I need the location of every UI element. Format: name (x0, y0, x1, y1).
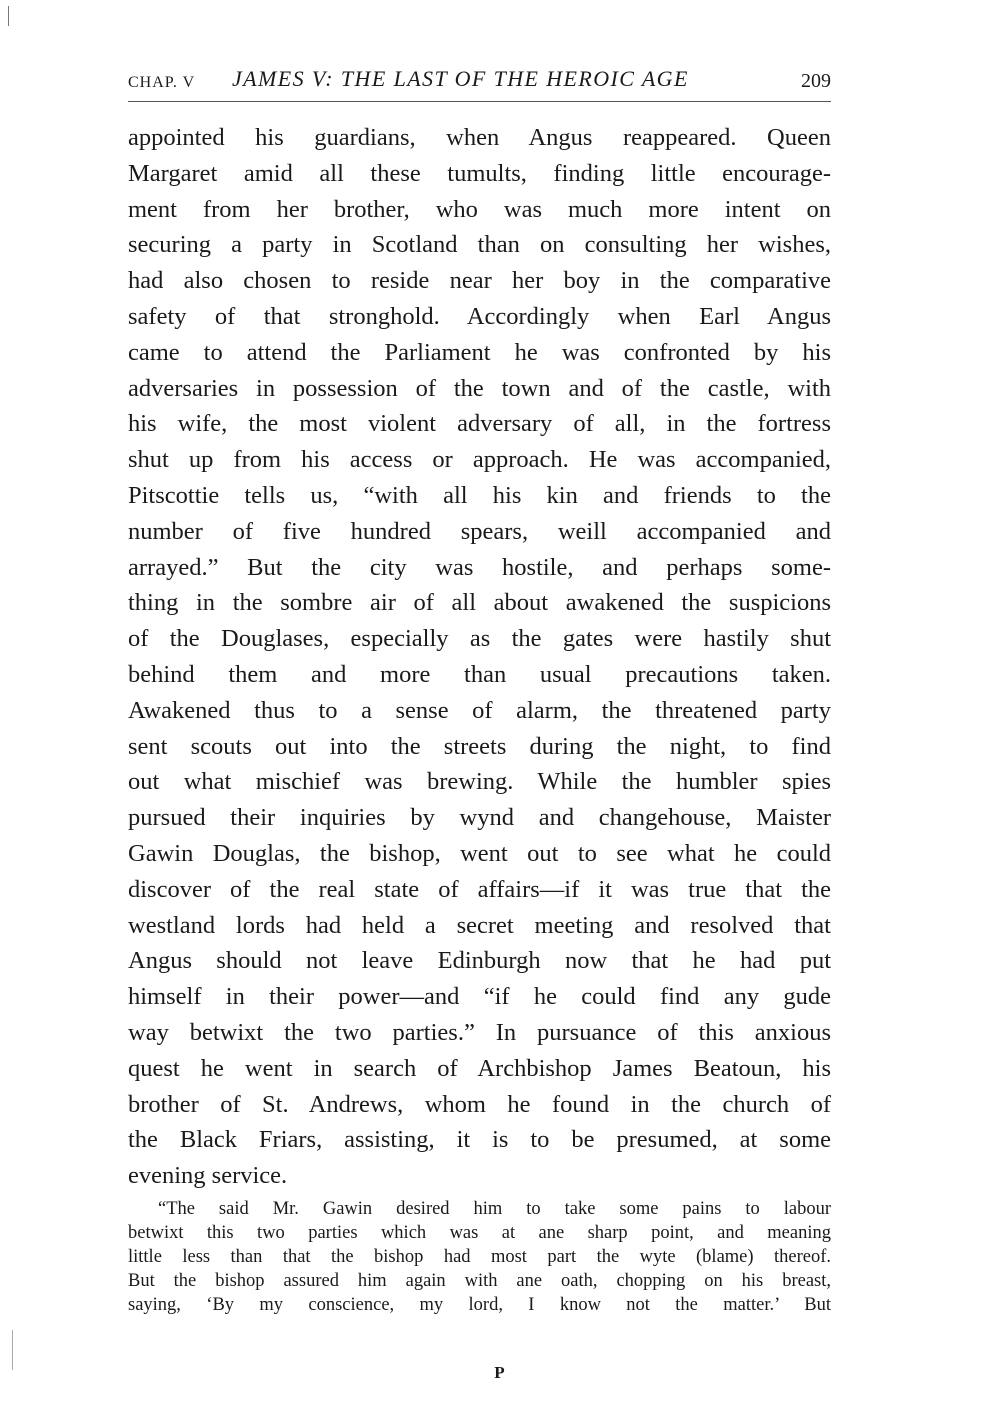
text-line: adversaries in possession of the town and of the castle, with (128, 374, 831, 402)
chapter-label: CHAP. V (128, 74, 196, 91)
text-line: sent scouts out into the streets during the night, to find (128, 732, 831, 760)
text-line: number of five hundred spears, weill accompanied and (128, 517, 831, 545)
running-head (128, 64, 831, 94)
footnote-line: betwixt this two parties which was at ane sharp point, and meaning (128, 1223, 831, 1243)
text-line: discover of the real state of affairs—if it was true that the (128, 875, 831, 903)
text-line: had also chosen to reside near her boy in the comparative (128, 267, 831, 295)
text-line: Pitscottie tells us, “with all his kin and friends to the (128, 481, 831, 509)
text-line: brother of St. Andrews, whom he found in the church of (128, 1090, 831, 1118)
text-line: securing a party in Scotland than on consulting her wishes, (128, 231, 831, 259)
text-line: appointed his guardians, when Angus reappeared. Queen (128, 124, 831, 151)
text-line: came to attend the Parliament he was confronted by his (128, 338, 831, 366)
text-line: evening service. (128, 1162, 288, 1190)
text-line: pursued their inquiries by wynd and changehouse, Maister (128, 804, 831, 832)
text-line: safety of that stronghold. Accordingly when Earl Angus (128, 302, 831, 330)
text-line: out what mischief was brewing. While the humbler spies (128, 768, 831, 796)
footnote-line: little less than that the bishop had most part the wyte (blame) thereof. (128, 1247, 831, 1267)
footnote (128, 1197, 831, 1317)
text-line: his wife, the most violent adversary of all, in the fortress (128, 410, 831, 438)
text-line: thing in the sombre air of all about awakened the suspicions (128, 589, 831, 617)
text-line: Gawin Douglas, the bishop, went out to see what he could (128, 839, 831, 867)
footnote-line: “The said Mr. Gawin desired him to take some pains to labour (158, 1199, 831, 1219)
text-line: himself in their power—and “if he could find any gude (128, 983, 831, 1011)
text-line: the Black Friars, assisting, it is to be presumed, at some (128, 1126, 831, 1154)
text-line: Angus should not leave Edinburgh now that he had put (128, 947, 831, 975)
signature-mark: P (494, 1363, 506, 1382)
text-line: shut up from his access or approach. He was accompanied, (128, 446, 831, 474)
running-title: JAMES V: THE LAST OF THE HEROIC AGE (232, 66, 689, 91)
text-line: Margaret amid all these tumults, finding little encourage- (128, 159, 831, 187)
body-text (128, 120, 831, 1194)
text-line: arrayed.” But the city was hostile, and perhaps some- (128, 553, 831, 581)
text-line: behind them and more than usual precautions taken. (128, 660, 831, 688)
footnote-line: But the bishop assured him again with ane oath, chopping on his breast, (128, 1271, 831, 1291)
text-line: Awakened thus to a sense of alarm, the threatened party (128, 696, 831, 724)
text-line: quest he went in search of Archbishop James Beatoun, his (128, 1054, 831, 1082)
text-line: of the Douglases, especially as the gates were hastily shut (128, 625, 831, 653)
page-number: 209 (801, 70, 831, 92)
header-rule (128, 101, 831, 102)
footnote-line: saying, ‘By my conscience, my lord, I know not the matter.’ But (128, 1295, 831, 1315)
text-line: way betwixt the two parties.” In pursuance of this anxious (128, 1018, 831, 1046)
margin-mark (8, 6, 9, 26)
text-line: ment from her brother, who was much more intent on (128, 195, 831, 223)
margin-mark (12, 1330, 13, 1370)
text-line: westland lords had held a secret meeting and resolved that (128, 911, 831, 939)
